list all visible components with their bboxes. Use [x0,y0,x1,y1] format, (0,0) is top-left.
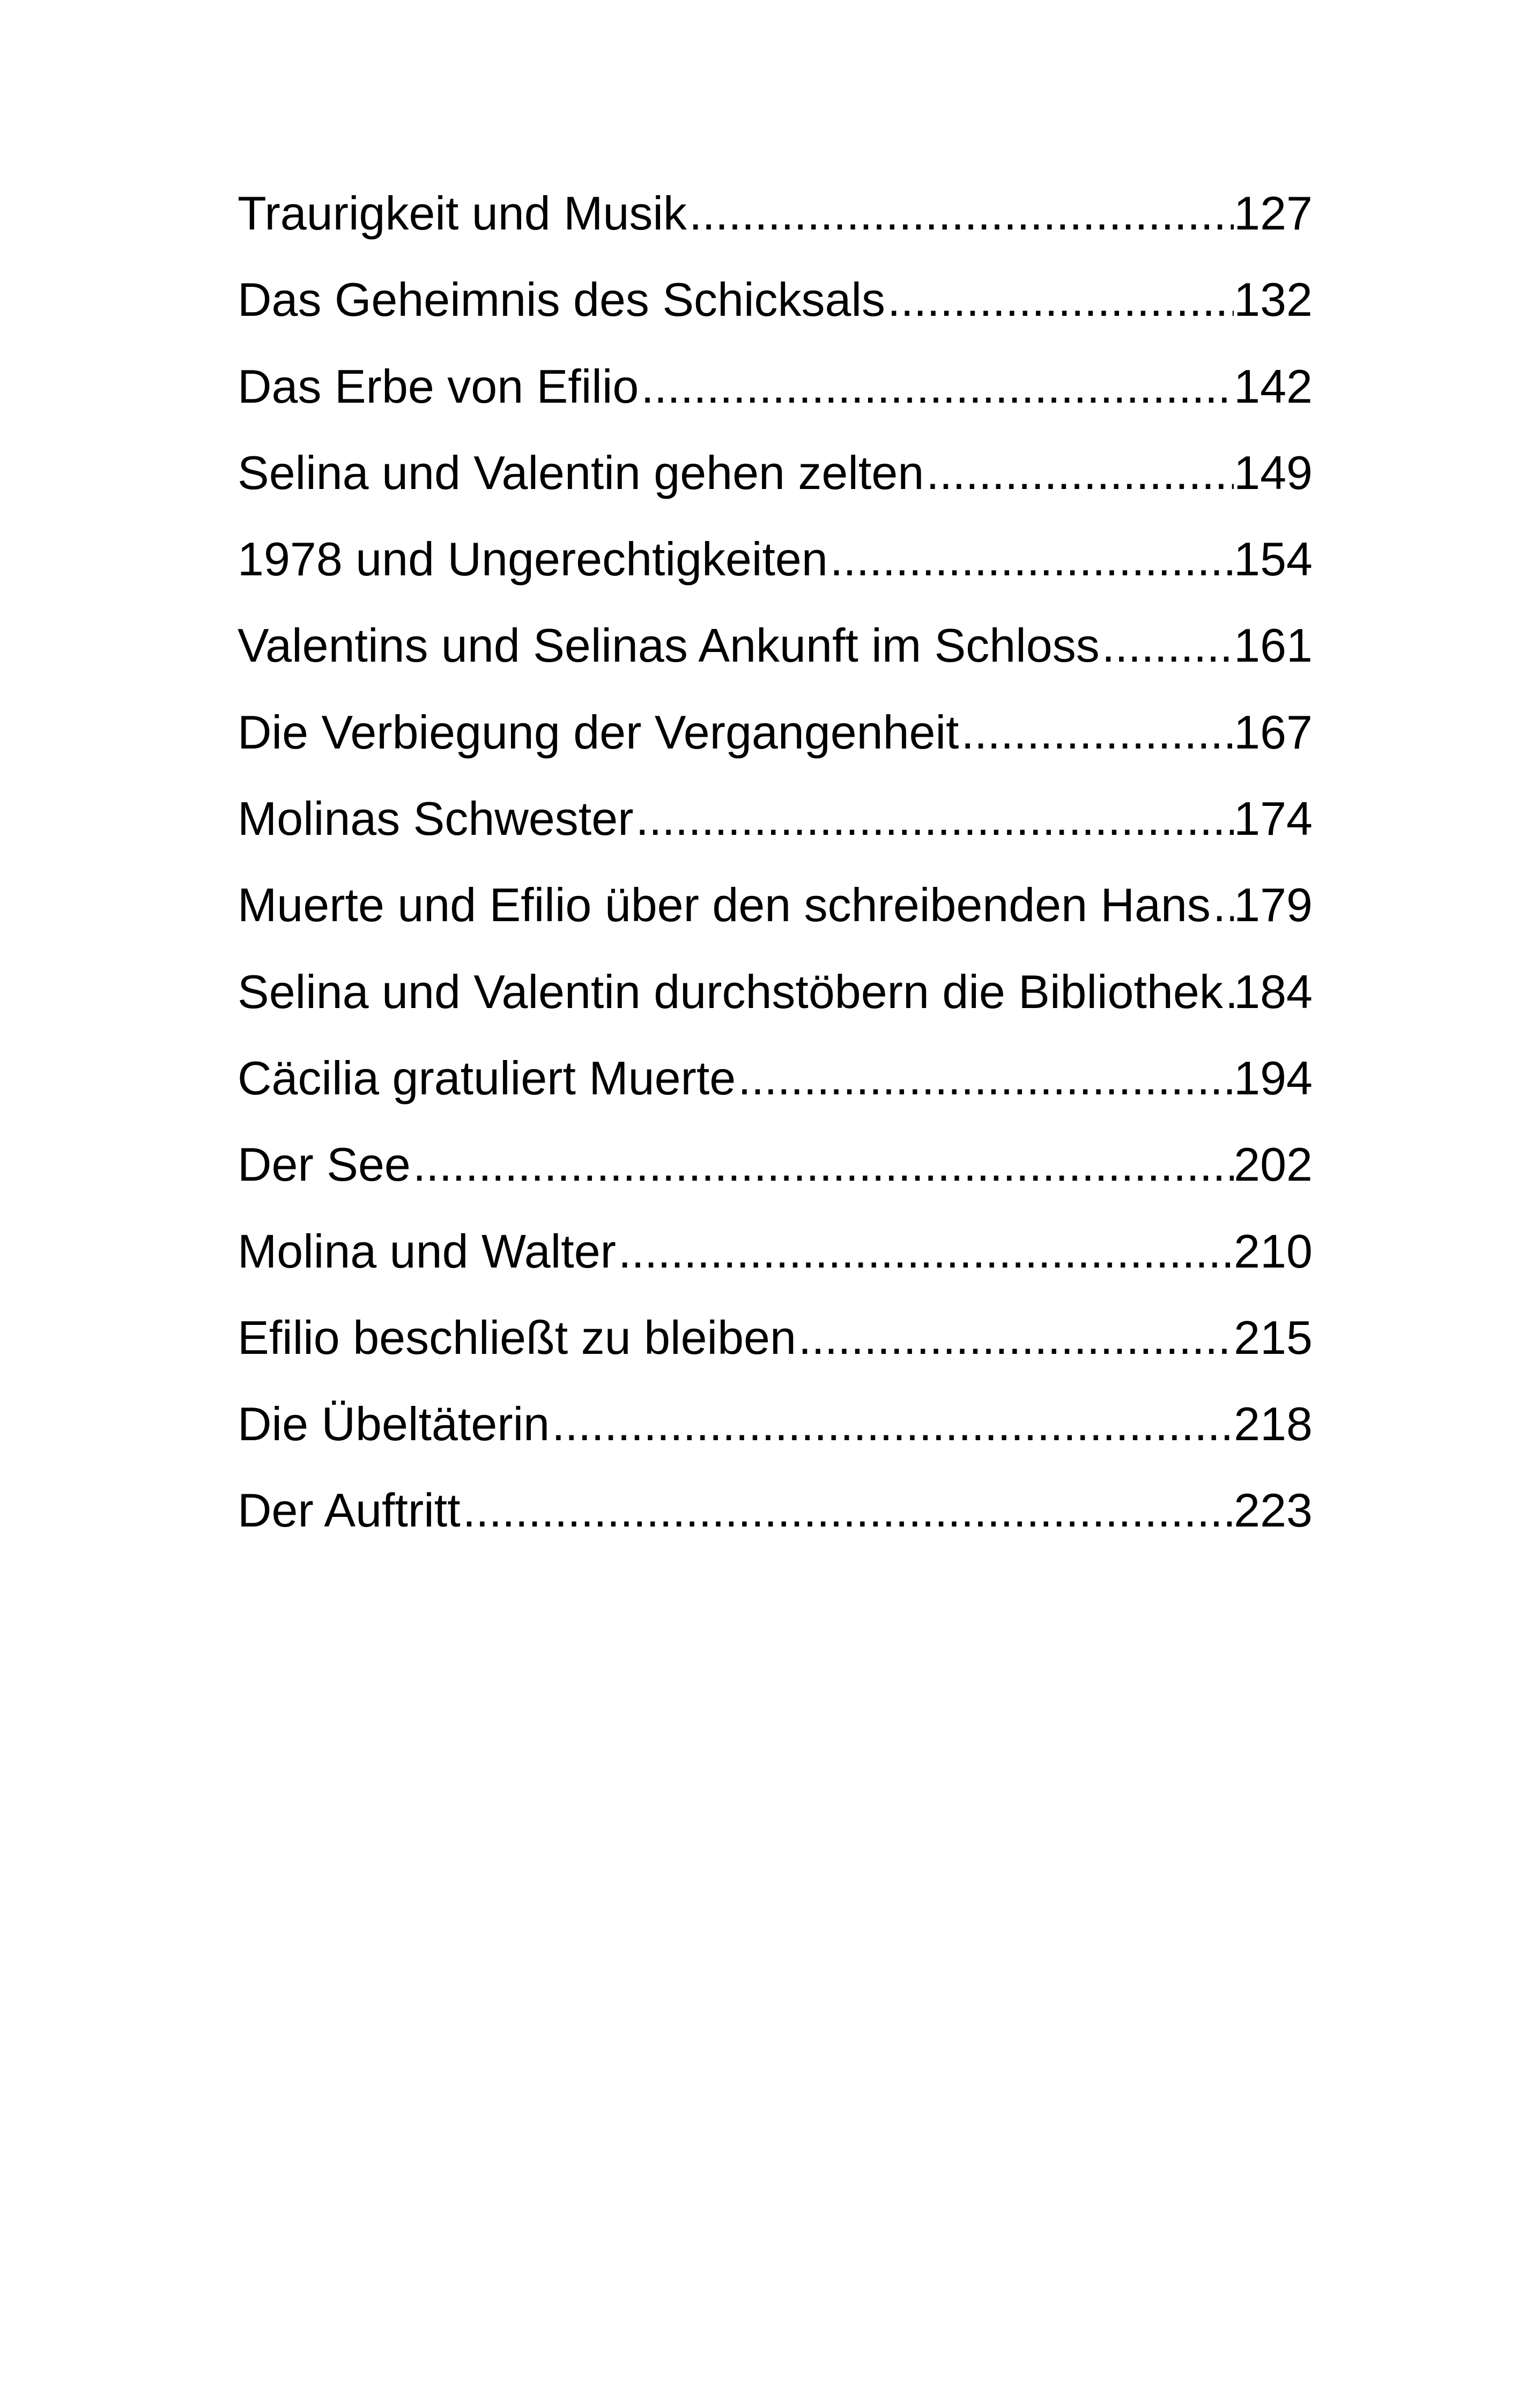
toc-entry-page: 142 [1234,359,1313,413]
toc-entry [238,439,1313,525]
toc-entry-page: 223 [1234,1484,1313,1537]
toc-entry [238,525,1313,612]
toc-entry [238,958,1313,1044]
toc-entry-title: Der See [238,1138,411,1191]
toc-entry [238,353,1313,439]
toc-dot-leader [413,1131,1234,1198]
toc-entry-title: Der Auftritt [238,1484,461,1537]
toc-entry-page: 127 [1234,187,1313,240]
toc-entry-page: 174 [1234,792,1313,846]
toc-entry-title: Molinas Schwester [238,792,634,846]
toc-dot-leader [1213,871,1234,938]
toc-entry-title: 1978 und Ungerechtigkeiten [238,532,828,586]
toc-dot-leader [636,785,1234,852]
toc-dot-leader [1102,612,1234,679]
toc-entry-title: Cäcilia gratuliert Muerte [238,1051,736,1105]
toc-entry-page: 210 [1234,1224,1313,1278]
toc-entry-title: Traurigkeit und Musik [238,187,687,240]
toc-entry [238,871,1313,958]
toc-dot-leader [618,1218,1234,1285]
toc-entry-page: 194 [1234,1051,1313,1105]
toc-entry [238,266,1313,352]
toc-entry-page: 167 [1234,705,1313,759]
toc-dot-leader [887,266,1234,333]
toc-dot-leader [798,1304,1234,1371]
toc-entry-title: Selina und Valentin gehen zelten [238,446,924,499]
toc-entry-page: 161 [1234,619,1313,672]
toc-entry-page: 202 [1234,1138,1313,1191]
toc-entry [238,1131,1313,1217]
toc-dot-leader [830,525,1234,592]
toc-dot-leader [463,1477,1234,1544]
toc-entry [238,612,1313,698]
toc-dot-leader [738,1044,1234,1112]
toc-entry [238,1044,1313,1131]
toc-entry-page: 149 [1234,446,1313,499]
toc-entry-title: Die Verbiegung der Vergangenheit [238,705,959,759]
toc-dot-leader [1225,958,1234,1025]
toc-entry-title: Efilio beschließt zu bleiben [238,1310,796,1364]
toc-entry-page: 218 [1234,1397,1313,1451]
toc-entry-title: Das Erbe von Efilio [238,359,639,413]
table-of-contents [238,180,1313,1564]
toc-dot-leader [552,1390,1234,1457]
toc-entry [238,1477,1313,1563]
toc-dot-leader [641,353,1234,420]
toc-dot-leader [926,439,1234,506]
toc-entry [238,1218,1313,1304]
toc-entry-page: 179 [1234,878,1313,932]
toc-entry-title: Molina und Walter [238,1224,616,1278]
toc-entry-page: 132 [1234,273,1313,327]
toc-dot-leader [689,180,1234,247]
toc-entry [238,785,1313,871]
toc-entry-title: Valentins und Selinas Ankunft im Schloss [238,619,1100,672]
toc-entry-title: Das Geheimnis des Schicksals [238,273,886,327]
toc-entry-page: 215 [1234,1310,1313,1364]
toc-entry [238,1390,1313,1477]
toc-entry-title: Die Übeltäterin [238,1397,550,1451]
toc-dot-leader [961,699,1234,766]
toc-entry-title: Selina und Valentin durchstöbern die Bibliothek [238,965,1223,1018]
toc-entry-page: 154 [1234,532,1313,586]
toc-entry [238,1304,1313,1390]
toc-entry [238,180,1313,266]
toc-entry-title: Muerte und Efilio über den schreibenden Hans [238,878,1211,932]
toc-entry [238,699,1313,785]
toc-entry-page: 184 [1234,965,1313,1018]
